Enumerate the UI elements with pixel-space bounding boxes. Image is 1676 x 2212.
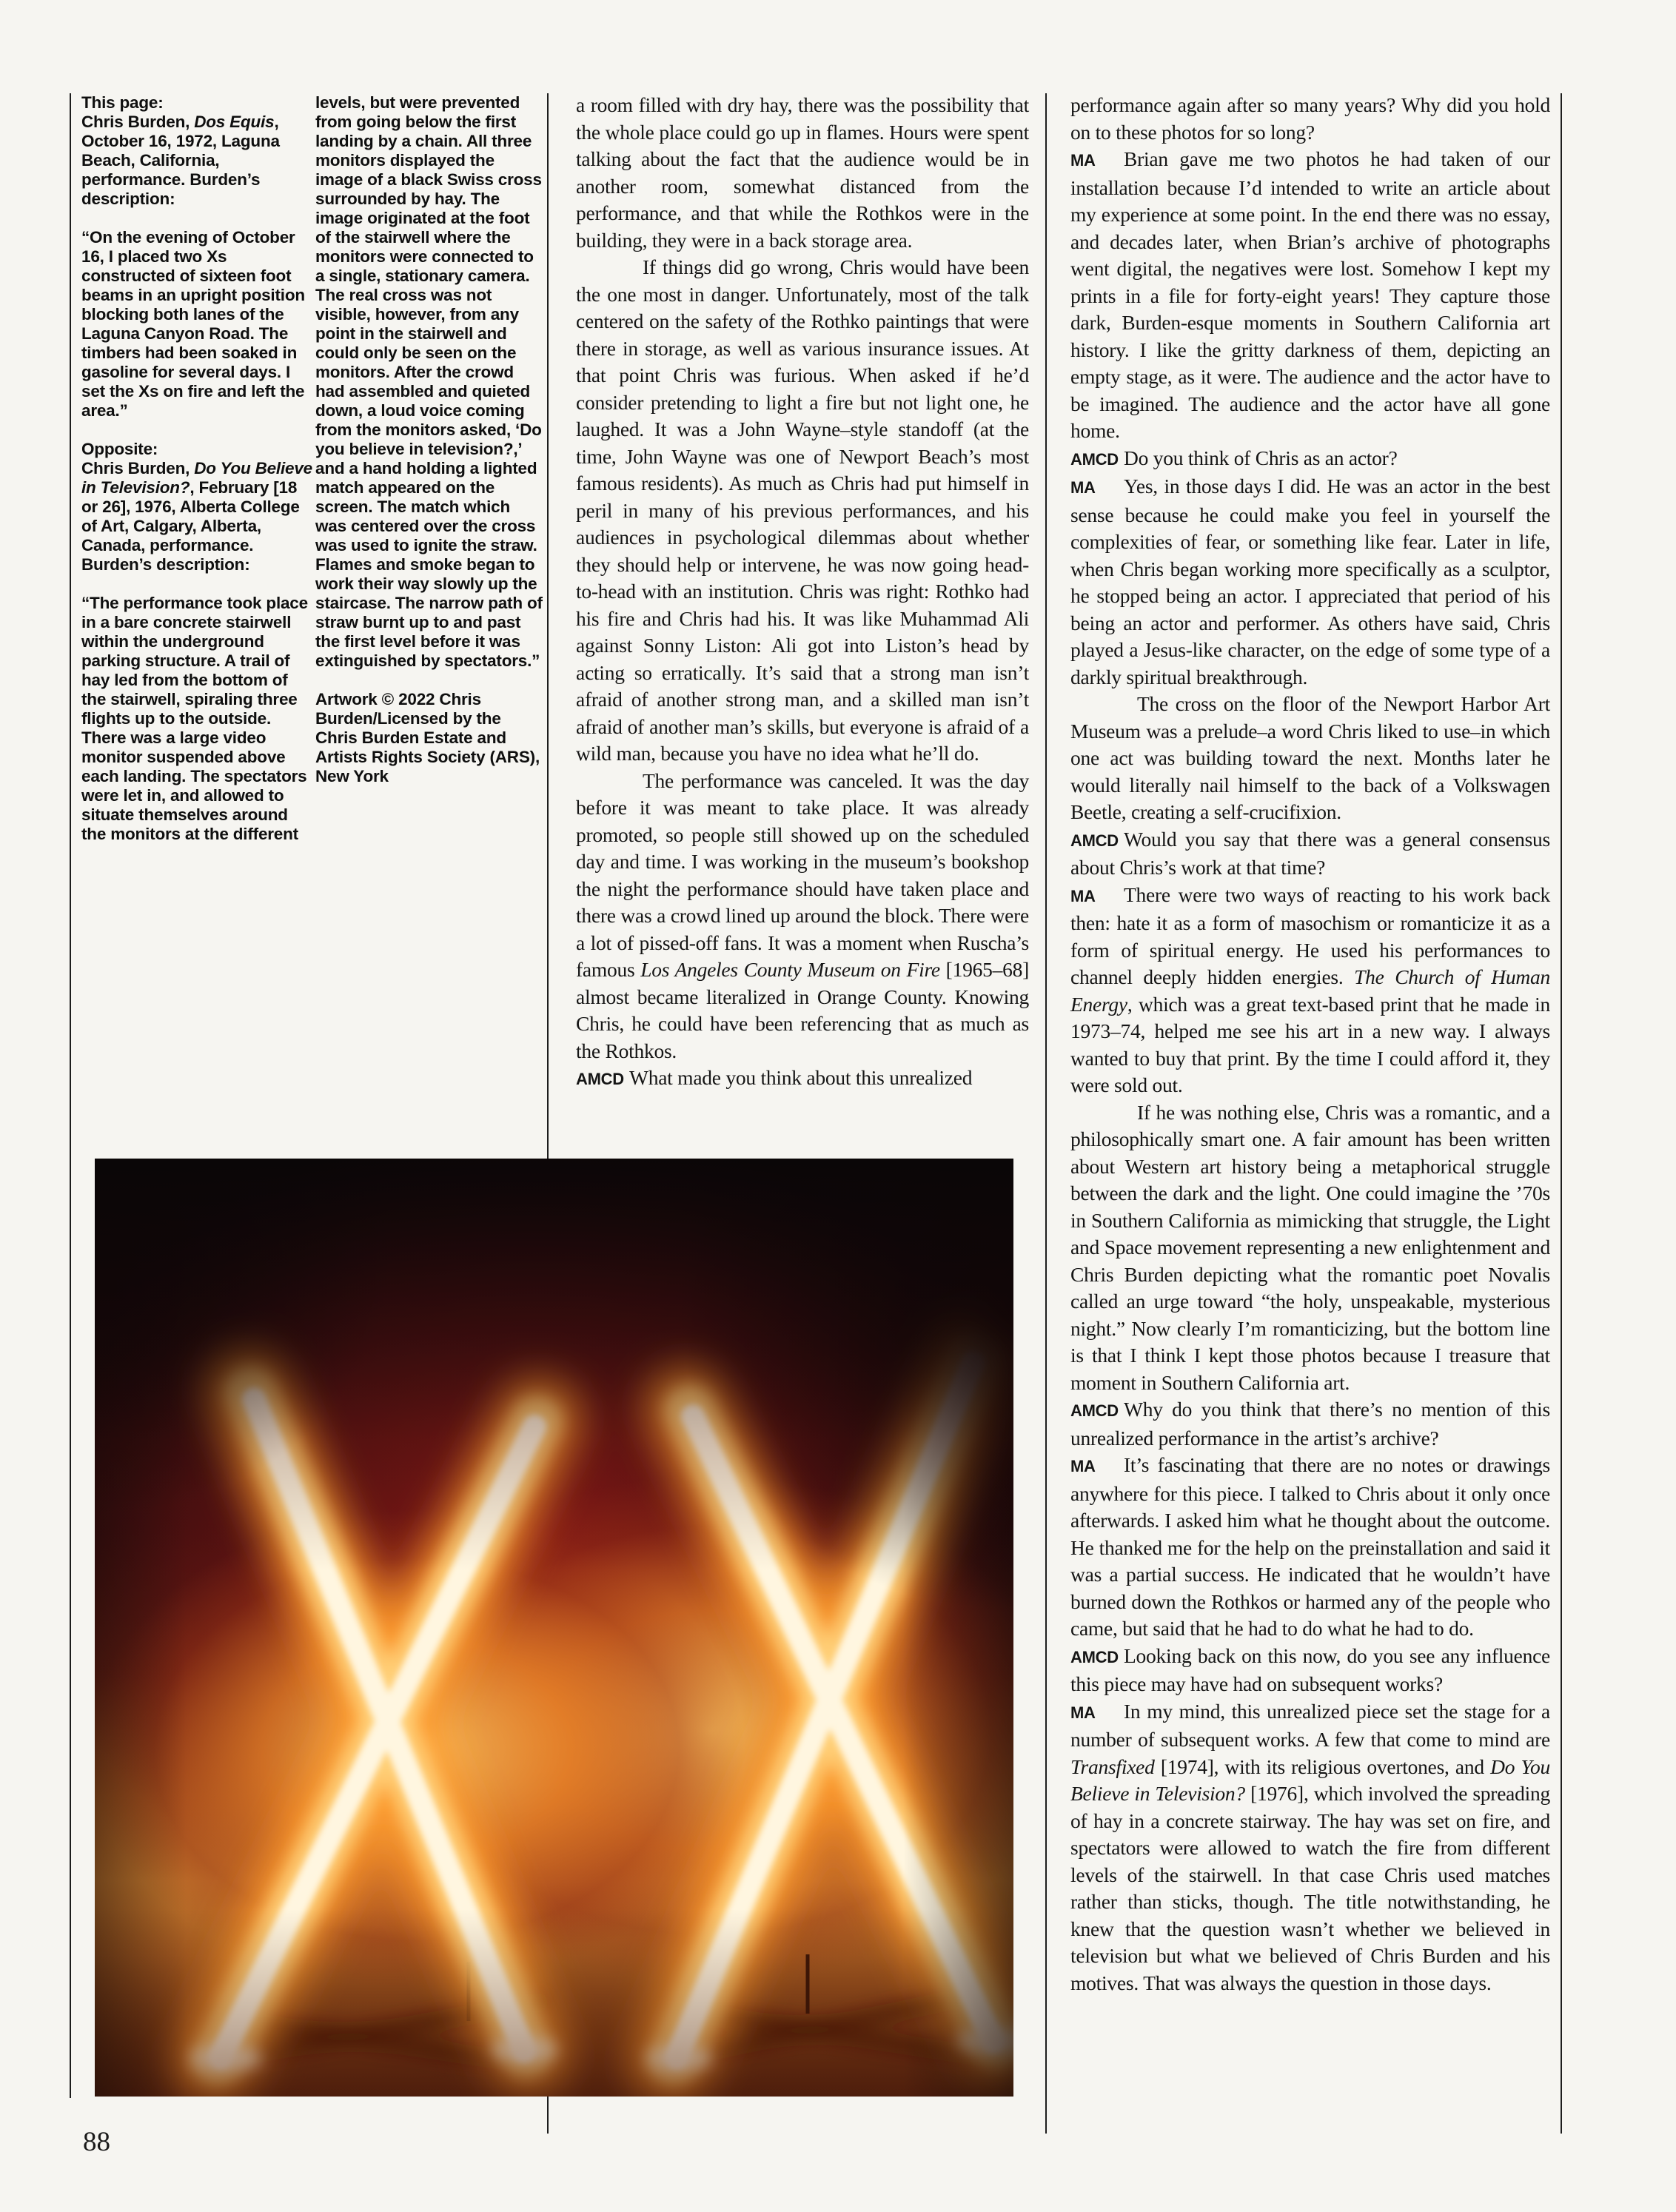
speaker-label: MA (1070, 151, 1096, 170)
dialogue-paragraph: MA In my mind, this unrealized piece set the stage for a number of subsequent works. A few that come to mind are Transfixed [1974], with its religious overtones, and Do You Believe in Television? [1976], which involved the spreading of hay in a concrete stairway. The hay was set on fire, and spectators were allowed to watch the fire from different levels of the stairwell. In that case Chris used matches rather than sticks, though. The title notwithstanding, he knew that the question wasn’t whether we believed in television but what we believed of Chris Burden and his motives. That was always the question in those days. (1070, 1699, 1551, 1994)
dialogue-paragraph: MA It’s fascinating that there are no notes or drawings anywhere for this piece. I talked to Chris about it only once afterwards. I asked him what he thought about the outcome. He thanked me for the help on the preinstallation and said it was a partial success. He indicated that he wouldn’t have burned down the Rothkos or harmed any of the people who came, but said that he had to do what he had to do. (1070, 1453, 1550, 1640)
speaker-label: AMCD (576, 1070, 624, 1088)
dialogue-paragraph: AMCD What made you think about this unrealized (576, 1065, 1029, 1093)
dialogue-paragraph: MA Yes, in those days I did. He was an actor in the best sense because he could make you feel in yourself the complexities of fear, or something like fear. Later in life, when Chris began working more specifically as a sculptor, he stopped being an actor. I appreciated that period of his being an actor and performer. As others have said, Chris played a Jesus-like character, on the edge of some type of a darkly spiritual breakthrough. (1070, 475, 1550, 688)
paragraph: “On the evening of October 16, I placed two Xs constructed of sixteen foot beams in an upright position blocking both lanes of the Laguna Canyon Road. The timbers had been soaked in gasoline for several days. I set the Xs on fire and left the area.” (81, 228, 305, 420)
paragraph: “The performance took place in a bare concrete stairwell within the underground parking structure. A trail of hay led from the bottom of the stairwell, spiraling three flights up to the outside. There was a large video monitor suspended above each landing. The spectators were let in, and allowed to situate themselves around the monitors at the different (81, 594, 308, 843)
interview-column-2 (1070, 92, 1550, 1997)
speaker-label: MA (1070, 478, 1096, 497)
page-number: 88 (83, 2127, 110, 2157)
speaker-label: MA (1070, 886, 1096, 905)
speaker-label: AMCD (1070, 1401, 1119, 1420)
column-rule-2 (1045, 93, 1047, 2134)
left-margin-rule (70, 93, 71, 2098)
dialogue-paragraph: MA Brian gave me two photos he had taken of our installation because I’d intended to write an article about my experience at some point. In the end there was no essay, and decades later, when Brian’s archive of photographs went digital, the negatives were lost. Somehow I kept my prints in a file for forty-eight years! They capture those dark, Burden-esque moments in Southern California art history. I like the gritty darkness of them, depicting an empty stage, as it were. The audience and the actor have to be imagined. The audience and the actor have all gone home. (1070, 147, 1550, 442)
paragraph: If he was nothing else, Chris was a romantic, and a philosophically smart one. A fair amount has been written about Western art history being a metaphorical struggle between the dark and the light. One could imagine the ’70s in Southern California as mimicking that struggle, the Light and Space movement representing a new enlightenment and Chris Burden depicting what the romantic poet Novalis called an urge toward “the holy, unspeakable, mysterious night.” Now clearly I’m romanticizing, but the bottom line is that I think I kept those photos because I treasure that moment in Southern California art. (1070, 1100, 1550, 1394)
caption-column-1 (81, 93, 312, 863)
right-margin-rule (1561, 93, 1562, 2134)
speaker-label: AMCD (1070, 1647, 1119, 1666)
speaker-label: MA (1070, 1457, 1096, 1475)
burning-x-flames (95, 1159, 1013, 2097)
paragraph: a room filled with dry hay, there was the possibility that the whole place could go up in flames. Hours were spent talking about the fact that the audience would be in another room, somewhat distanced from the performance, and that while the Rothkos were in the building, they were in a back storage area. (576, 93, 1029, 252)
dialogue-paragraph: AMCD Do you think of Chris as an actor? (1070, 445, 1550, 474)
performance-photo (95, 1159, 1013, 2097)
dialogue-paragraph: AMCD Looking back on this now, do you see any influence this piece may have had on subsequent works? (1070, 1643, 1550, 1695)
dialogue-paragraph: MA There were two ways of reacting to his work back then: hate it as a form of masochism or romanticize it as a form of spiritual energy. He used his performances to channel deeply hidden energies. The Church of Human Energy, which was a great text-based print that he made in 1973–74, helped me see his art in a new way. I always wanted to buy that print. By the time I could afford it, they were sold out. (1070, 882, 1551, 1096)
paragraph: levels, but were prevented from going below the first landing by a chain. All three monitors displayed the image of a black Swiss cross surrounded by hay. The image originated at the foot of the stairwell where the monitors were connected to a single, stationary camera. The real cross was not visible, however, from any point in the stairwell and could only be seen on the monitors. After the crowd had assembled and quieted down, a loud voice coming from the monitors asked, ‘Do you believe in television?,’ and a hand holding a lighted match appeared on the screen. The match which was centered over the cross was used to ignite the straw. Flames and smoke began to work their way slowly up the staircase. The narrow path of straw burnt up to and past the first level before it was extinguished by spectators.” (315, 93, 543, 670)
paragraph: Artwork © 2022 Chris Burden/Licensed by the Chris Burden Estate and Artists Rights Society (ARS), New York (315, 690, 540, 785)
interview-column-1 (576, 92, 1029, 1093)
dialogue-paragraph: AMCD Would you say that there was a general consensus about Chris’s work at that time? (1070, 827, 1550, 879)
speaker-label: AMCD (1070, 449, 1119, 469)
paragraph: If things did go wrong, Chris would have been the one most in danger. Unfortunately, most of the talk centered on the safety of the Rothko paintings that were there in storage, as well as various insurance issues. At that point Chris was furious. When asked if he’d consider pretending to light a fire but not light one, he laughed. It was a John Wayne–style standoff (at the time, John Wayne was one of Newport Beach’s most famous residents). As much as Chris had put himself in peril in many of his previous performances, and his audiences in psychological dilemmas about whether they should help or intervene, he was now going head-to-head with an institution. Chris was right: Rothko had his fire and Chris had his. It was like Muhammad Ali against Sonny Liston: Ali got into Liston’s head by acting so erratically. It’s said that a strong man isn’t afraid of another strong man, and a skilled man isn’t afraid of another man’s skills, but everyone is afraid of a wild man, because you have no idea what he’ll do. (576, 255, 1029, 765)
caption-column-2 (315, 93, 543, 805)
speaker-label: MA (1070, 1703, 1096, 1722)
paragraph: performance again after so many years? Why did you hold on to these photos for so long? (1070, 93, 1550, 144)
paragraph: This page: Chris Burden, Dos Equis, October 16, 1972, Laguna Beach, California, performance. Burden’s description: (81, 93, 280, 208)
paragraph: Opposite: Chris Burden, Do You Believe in Television?, February [18 or 26], 1976, Alberta College of Art, Calgary, Alberta, Canada, performance. Burden’s description: (81, 440, 312, 574)
paragraph: The cross on the floor of the Newport Harbor Art Museum was a prelude–a word Chris liked to use–in which one act was building toward the next. Months later he would literally nail himself to the back of a Volkswagen Beetle, creating a self-crucifixion. (1070, 692, 1550, 823)
dialogue-paragraph: AMCD Why do you think that there’s no mention of this unrealized performance in the artist’s archive? (1070, 1398, 1550, 1449)
paragraph: The performance was canceled. It was the day before it was meant to take place. It was already promoted, so people still showed up on the scheduled day and time. I was working in the museum’s bookshop the night the performance should have taken place and there was a crowd lined up around the block. There were a lot of pissed-off fans. It was a moment when Ruscha’s famous Los Angeles County Museum on Fire [1965–68] almost became literalized in Orange County. Knowing Chris, he could have been referencing that as much as the Rothkos. (576, 768, 1029, 1062)
speaker-label: AMCD (1070, 831, 1119, 850)
